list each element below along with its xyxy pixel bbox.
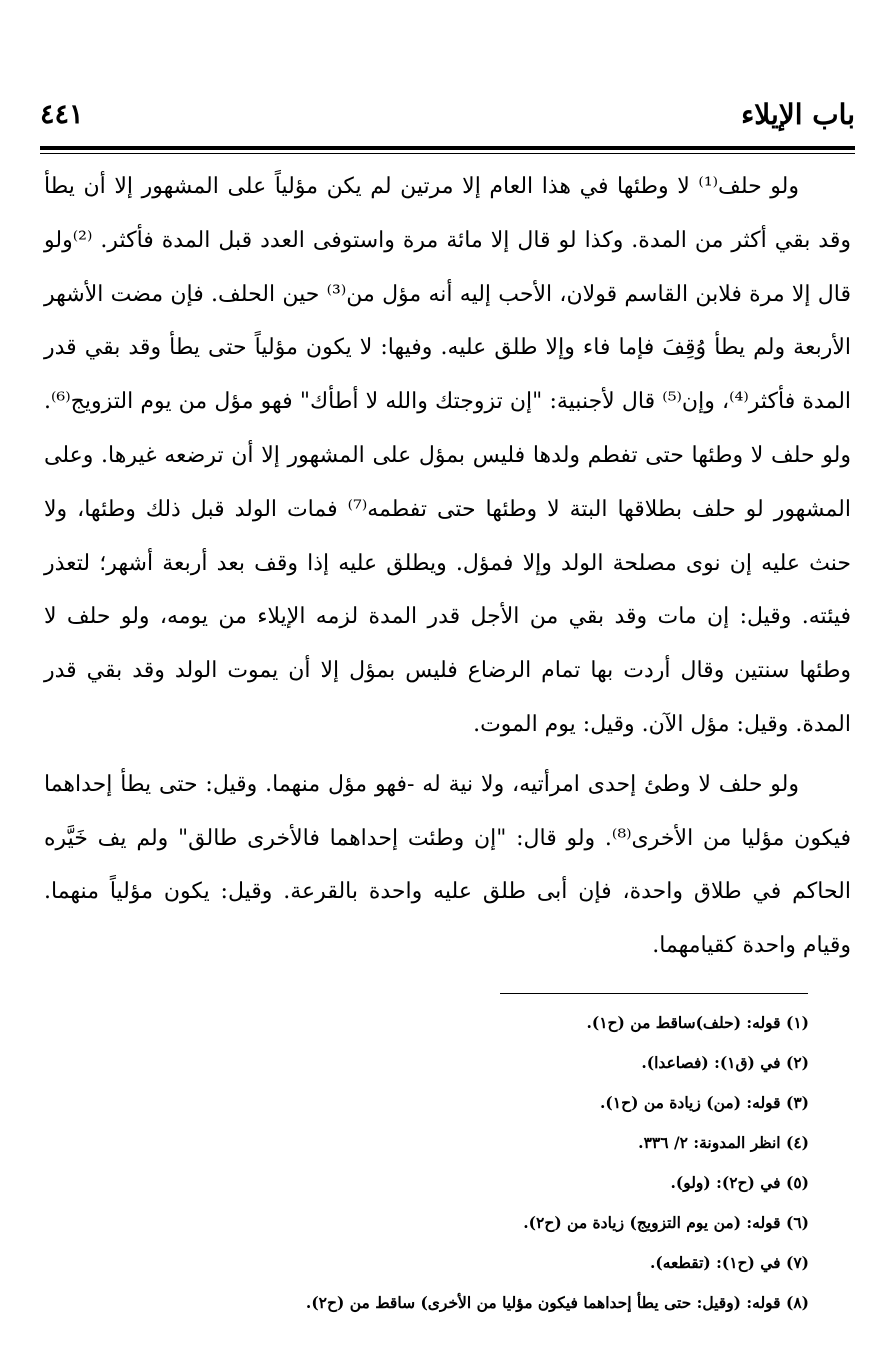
footnotes — [40, 1003, 809, 1323]
header-rule-thin — [40, 153, 855, 154]
chapter-title: باب الإيلاء — [741, 98, 855, 131]
footnote-3: (٣) قوله: (من) زيادة من (ح١). — [600, 1093, 809, 1112]
footnote-7: (٧) في (ح١): (تقطعه). — [650, 1253, 809, 1272]
footnote-1: (١) قوله: (حلف)ساقط من (ح١). — [586, 1013, 809, 1032]
page-header — [40, 95, 855, 145]
header-rule-thick — [40, 146, 855, 150]
page-number: ٤٤١ — [40, 99, 84, 130]
paragraph-1: ولو حلف⁽¹⁾ لا وطئها في هذا العام إلا مرتين لم يكن مؤلياً على المشهور إلا أن يطأ وقد بقي أكثر من المدة. وكذا لو قال إلا مائة مرة واستوفى العدد قبل المدة فأكثر. ⁽²⁾ولو قال إلا مرة فلابن القاسم قولان، الأحب إليه أنه مؤل من⁽³⁾ حين الحلف. فإن مضت الأشهر الأربعة ولم يطأ وُقِفَ فإما فاء وإلا طلق عليه. وفيها: لا يكون مؤلياً حتى يطأ وقد بقي قدر المدة فأكثر⁽⁴⁾، وإن⁽⁵⁾ قال لأجنبية: "إن تزوجتك والله لا أطأك" فهو مؤل من يوم التزويج⁽⁶⁾. ولو حلف لا وطئها حتى تفطم ولدها فليس بمؤل على المشهور إلا أن ترضعه غيرها. وعلى المشهور لو حلف بطلاقها البتة لا وطئها حتى تفطمه⁽⁷⁾ فمات الولد قبل ذلك وطئها، ولا حنث عليه إن نوى مصلحة الولد وإلا فمؤل. ويطلق عليه إذا وقف بعد أربعة أشهر؛ لتعذر فيئته. وقيل: إن مات وقد بقي من الأجل قدر المدة لزمه الإيلاء من يومه، ولو حلف لا وطئها سنتين وقال أردت بها تمام الرضاع فليس بمؤل إلا أن يموت الولد وقد بقي قدر المدة. وقيل: مؤل الآن. وقيل: يوم الموت. — [44, 174, 852, 737]
footnote-2: (٢) في (ق١): (فصاعدا). — [641, 1053, 809, 1072]
footnote-4: (٤) انظر المدونة: ٢/ ٣٣٦. — [638, 1133, 809, 1152]
footnote-separator — [500, 993, 808, 994]
footnote-5: (٥) في (ح٢): (ولو). — [670, 1173, 809, 1192]
footnote-6: (٦) قوله: (من يوم التزويج) زيادة من (ح٢). — [523, 1213, 809, 1232]
paragraph-2: ولو حلف لا وطئ إحدى امرأتيه، ولا نية له -فهو مؤل منهما. وقيل: حتى يطأ إحداهما فيكون مؤليا من الأخرى⁽⁸⁾. ولو قال: "إن وطئت إحداهما فالأخرى طالق" ولم يف خَيَّره الحاكم في طلاق واحدة، فإن أبى طلق عليه واحدة بالقرعة. وقيل: يكون مؤلياً منهما. وقيام واحدة كقيامهما. — [44, 771, 852, 959]
footnote-8: (٨) قوله: (وقيل: حتى يطأ إحداهما فيكون مؤليا من الأخرى) ساقط من (ح٢). — [305, 1293, 809, 1312]
main-text — [44, 160, 851, 973]
